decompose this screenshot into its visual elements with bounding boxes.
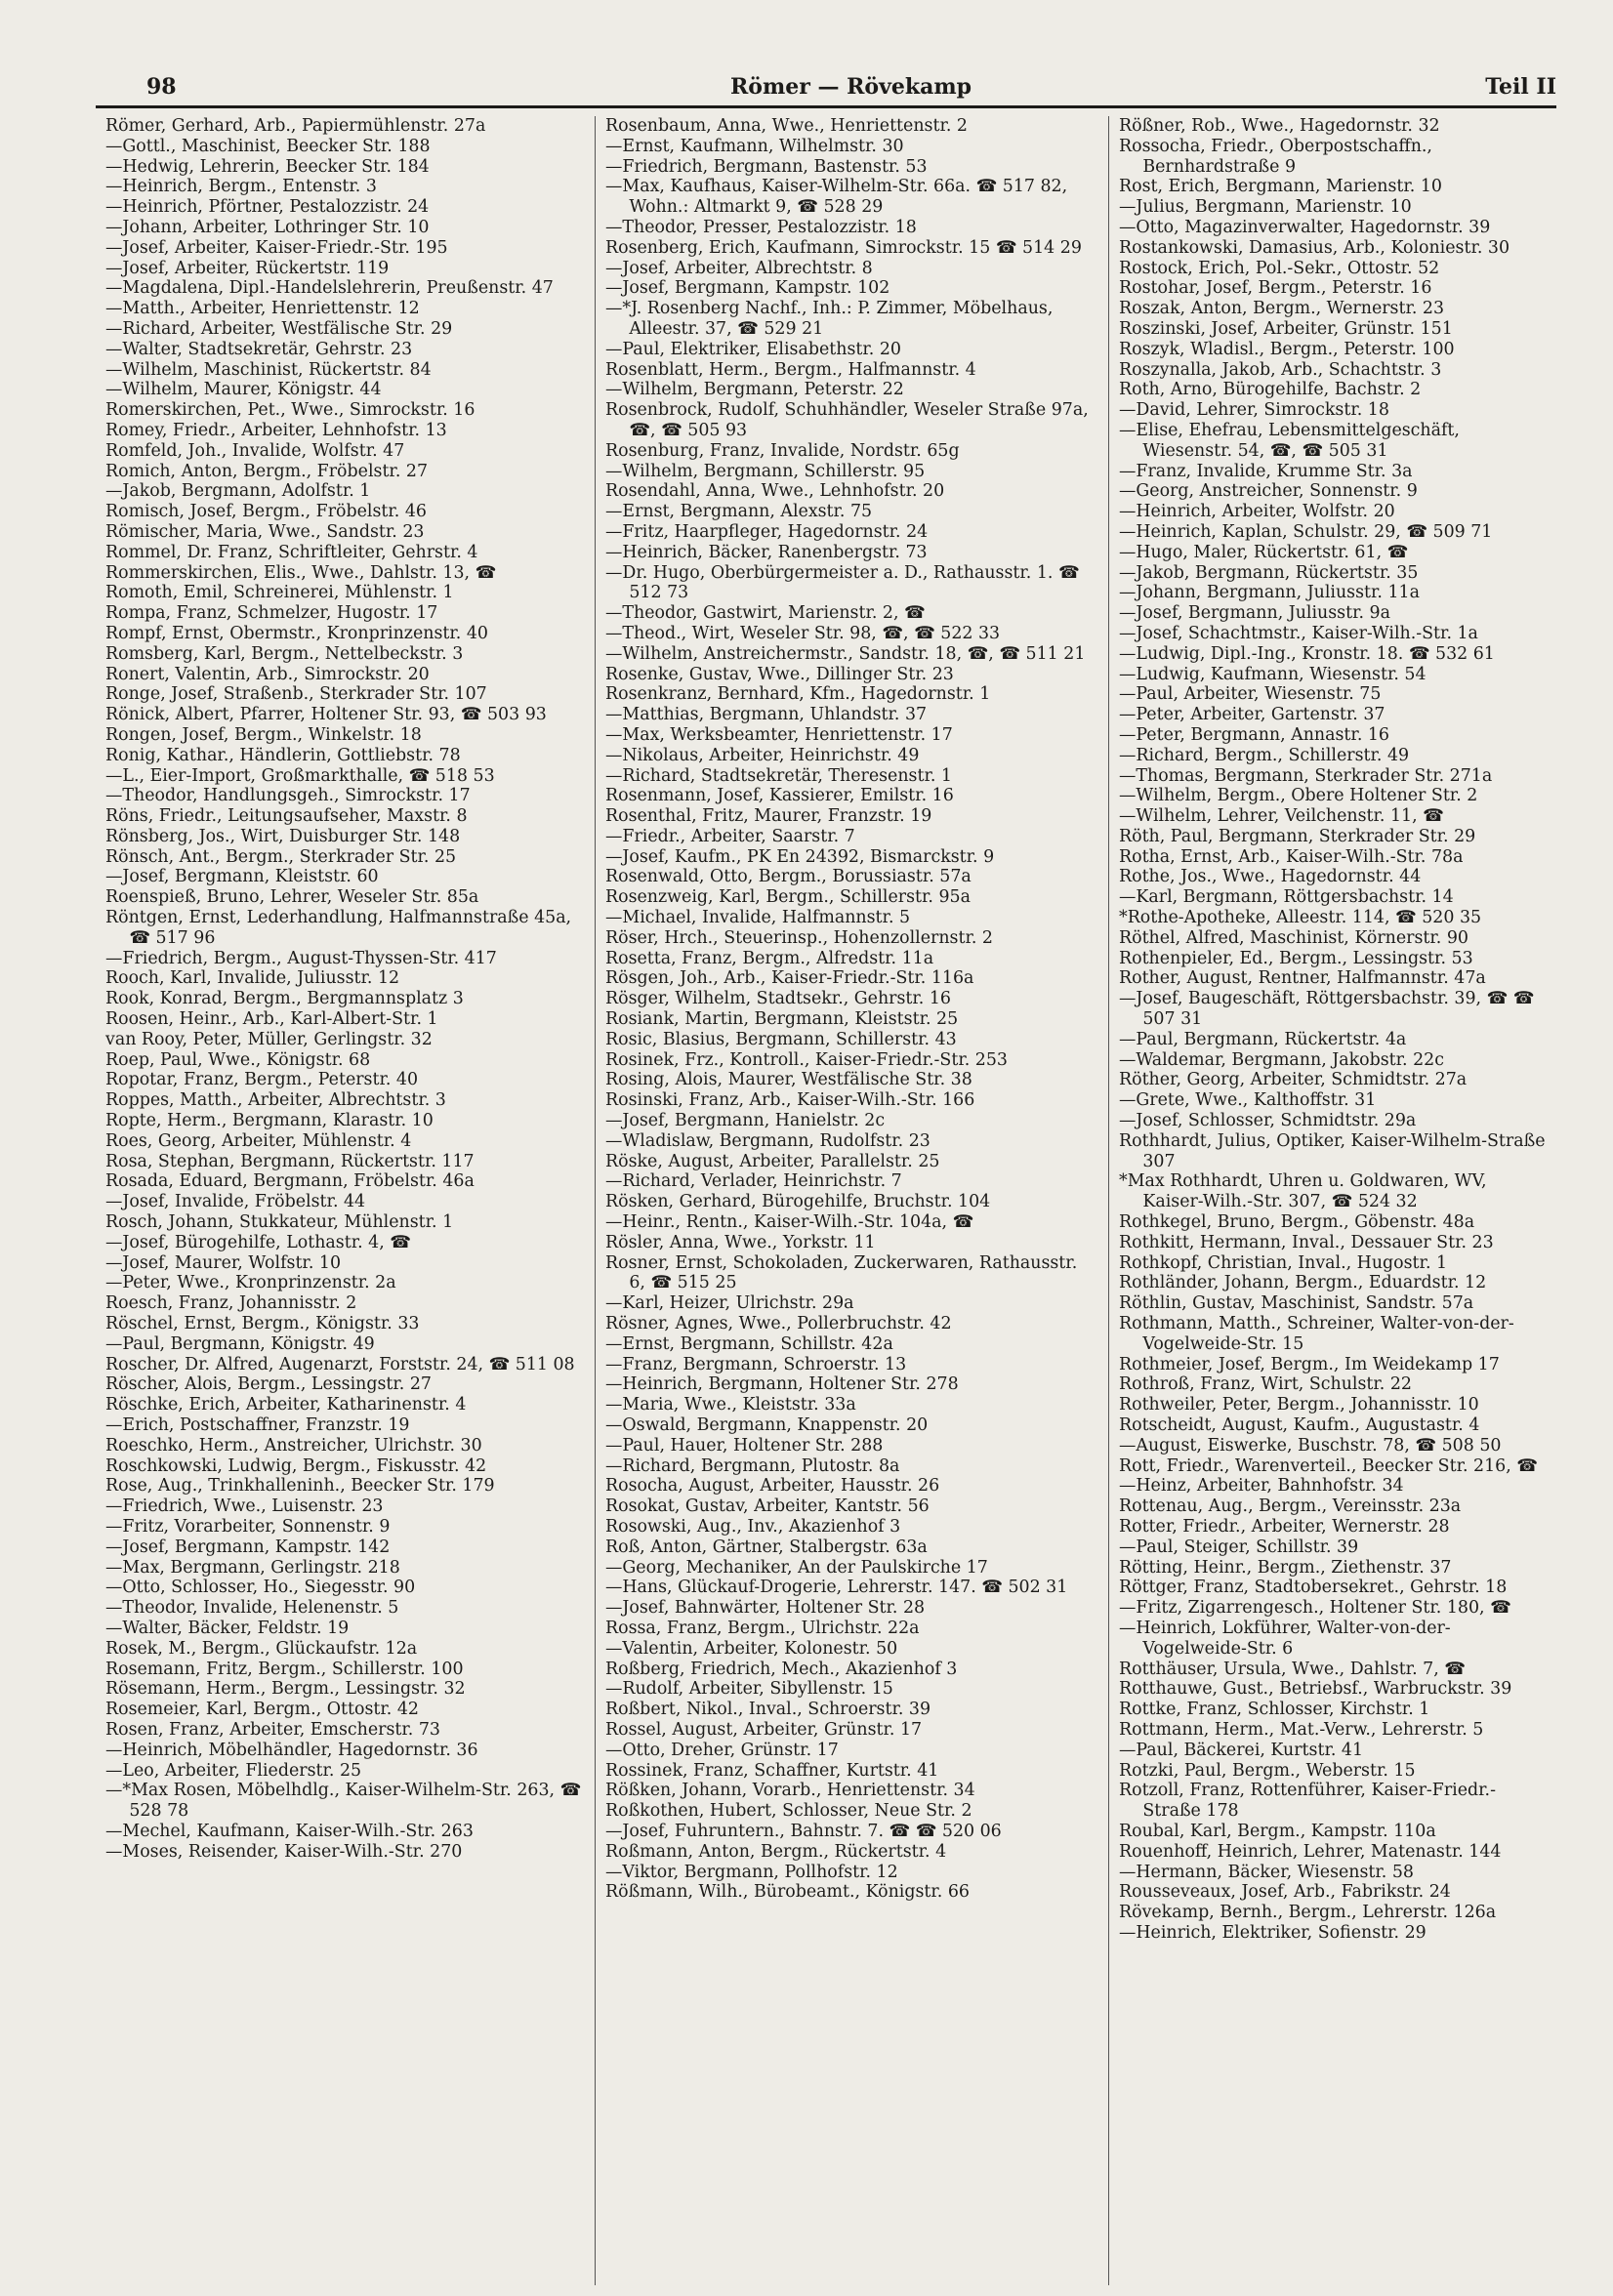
directory-entry: —Theodor, Handlungsgeh., Simrockstr. 17: [105, 786, 471, 806]
directory-entry: Rothenpieler, Ed., Bergm., Lessingstr. 53: [1119, 948, 1473, 968]
directory-entry: —Josef, Arbeiter, Kaiser-Friedr.-Str. 195: [105, 237, 448, 258]
part-label: Teil II: [1485, 74, 1556, 100]
directory-entry: —Ernst, Bergmann, Schillstr. 42a: [605, 1333, 893, 1354]
column-1: [96, 116, 596, 2285]
directory-entry: Rothkegel, Bruno, Bergm., Göbenstr. 48a: [1119, 1212, 1475, 1233]
directory-entry: —Fritz, Zigarrengesch., Holtener Str. 180, ☎: [1119, 1598, 1511, 1619]
directory-entry: Rottenau, Aug., Bergm., Vereinsstr. 23a: [1119, 1496, 1462, 1517]
directory-entry: Rott, Friedr., Warenverteil., Beecker Str. 216, ☎: [1119, 1456, 1538, 1476]
directory-entry: Rösger, Wilhelm, Stadtsekr., Gehrstr. 16: [605, 989, 951, 1009]
directory-entry: —Heinr., Rentn., Kaiser-Wilh.-Str. 104a, ☎: [605, 1212, 974, 1233]
directory-entry: Rothroß, Franz, Wirt, Schulstr. 22: [1119, 1374, 1412, 1395]
directory-entry: —Johann, Bergmann, Juliusstr. 11a: [1119, 583, 1420, 603]
directory-entry: Rommerskirchen, Elis., Wwe., Dahlstr. 13, ☎: [105, 562, 497, 583]
directory-entry: —L., Eier-Import, Großmarkthalle, ☎ 518 53: [105, 765, 495, 786]
directory-entry: Rösgen, Joh., Arb., Kaiser-Friedr.-Str. 116a: [605, 968, 974, 989]
directory-entry: Rottke, Franz, Schlosser, Kirchstr. 1: [1119, 1700, 1430, 1720]
directory-entry: Rosemeier, Karl, Bergm., Ottostr. 42: [105, 1700, 419, 1720]
directory-entry: Romisch, Josef, Bergm., Fröbelstr. 46: [105, 502, 427, 522]
directory-entry: Rotzoll, Franz, Rottenführer, Kaiser-Friedr.-Straße 178: [1119, 1781, 1496, 1822]
directory-entry: —Josef, Fuhruntern., Bahnstr. 7. ☎ ☎ 520 06: [605, 1821, 1002, 1841]
directory-entry: —Max, Werksbeamter, Henriettenstr. 17: [605, 724, 953, 745]
directory-entry: Rößner, Rob., Wwe., Hagedornstr. 32: [1119, 116, 1440, 136]
directory-entry: —Jakob, Bergmann, Rückertstr. 35: [1119, 562, 1419, 583]
directory-entry: Romfeld, Joh., Invalide, Wolfstr. 47: [105, 440, 405, 461]
directory-entry: Rötting, Heinr., Bergm., Ziethenstr. 37: [1119, 1557, 1452, 1578]
directory-entry: Rosenburg, Franz, Invalide, Nordstr. 65g: [605, 440, 960, 461]
directory-entry: —Richard, Bergm., Schillerstr. 49: [1119, 745, 1410, 765]
running-title: Römer — Rövekamp: [730, 74, 972, 100]
directory-entry: —Franz, Invalide, Krumme Str. 3a: [1119, 461, 1413, 481]
directory-entry: Röschke, Erich, Arbeiter, Katharinenstr. 4: [105, 1395, 467, 1415]
directory-entry: —Josef, Baugeschäft, Röttgersbachstr. 39, ☎ ☎ 507 31: [1119, 989, 1535, 1030]
directory-entry: —August, Eiswerke, Buschstr. 78, ☎ 508 50: [1119, 1435, 1502, 1456]
directory-entry: —Paul, Elektriker, Elisabethstr. 20: [605, 339, 901, 359]
directory-entry: Rotha, Ernst, Arb., Kaiser-Wilh.-Str. 78a: [1119, 846, 1464, 867]
directory-entry: —Ernst, Kaufmann, Wilhelmstr. 30: [605, 136, 904, 156]
directory-entry: —David, Lehrer, Simrockstr. 18: [1119, 400, 1389, 421]
directory-entry: Rösler, Anna, Wwe., Yorkstr. 11: [605, 1232, 876, 1252]
directory-columns: [96, 116, 1556, 2285]
directory-entry: —Heinrich, Möbelhändler, Hagedornstr. 36: [105, 1740, 478, 1760]
directory-entry: —Thomas, Bergmann, Sterkrader Str. 271a: [1119, 765, 1493, 786]
directory-entry: —Ludwig, Kaufmann, Wiesenstr. 54: [1119, 664, 1427, 684]
directory-entry: Röske, August, Arbeiter, Parallelstr. 25: [605, 1151, 940, 1171]
directory-entry: Ronge, Josef, Straßenb., Sterkrader Str. 107: [105, 684, 487, 705]
directory-entry: *Rothe-Apotheke, Alleestr. 114, ☎ 520 35: [1119, 908, 1482, 928]
directory-entry: Roth, Arno, Bürogehilfe, Bachstr. 2: [1119, 380, 1422, 400]
directory-entry: —Maria, Wwe., Kleiststr. 33a: [605, 1395, 856, 1415]
directory-entry: Röns, Friedr., Leitungsaufseher, Maxstr. 8: [105, 806, 468, 827]
directory-entry: Roschkowski, Ludwig, Bergm., Fiskusstr. 42: [105, 1456, 487, 1476]
directory-entry: —Moses, Reisender, Kaiser-Wilh.-Str. 270: [105, 1841, 463, 1862]
directory-entry: —Mechel, Kaufmann, Kaiser-Wilh.-Str. 263: [105, 1821, 474, 1841]
directory-entry: Rothländer, Johann, Bergm., Eduardstr. 12: [1119, 1273, 1487, 1293]
directory-entry: —Friedrich, Wwe., Luisenstr. 23: [105, 1496, 384, 1517]
directory-entry: —Max, Kaufhaus, Kaiser-Wilhelm-Str. 66a. ☎ 517 82, Wohn.: Altmarkt 9, ☎ 528 29: [605, 177, 1068, 218]
directory-entry: Rosada, Eduard, Bergmann, Fröbelstr. 46a: [105, 1171, 475, 1192]
directory-entry: Rosetta, Franz, Bergm., Alfredstr. 11a: [605, 948, 934, 968]
directory-entry: —Hugo, Maler, Rückertstr. 61, ☎: [1119, 542, 1409, 562]
directory-entry: —Richard, Verlader, Heinrichstr. 7: [605, 1171, 902, 1192]
directory-entry: Rosenthal, Fritz, Maurer, Franzstr. 19: [605, 806, 932, 827]
directory-entry: Roubal, Karl, Bergm., Kampstr. 110a: [1119, 1821, 1436, 1841]
directory-entry: Rossel, August, Arbeiter, Grünstr. 17: [605, 1719, 923, 1740]
directory-entry: —Matthias, Bergmann, Uhlandstr. 37: [605, 705, 928, 725]
directory-entry: Rost, Erich, Bergmann, Marienstr. 10: [1119, 177, 1442, 197]
directory-entry: —Hermann, Bäcker, Wiesenstr. 58: [1119, 1862, 1414, 1882]
directory-entry: —Wladislaw, Bergmann, Rudolfstr. 23: [605, 1130, 931, 1151]
directory-entry: Röther, Georg, Arbeiter, Schmidtstr. 27a: [1119, 1070, 1468, 1090]
directory-entry: —Heinrich, Kaplan, Schulstr. 29, ☎ 509 71: [1119, 521, 1493, 542]
directory-entry: —Josef, Kaufm., PK En 24392, Bismarckstr. 9: [605, 846, 995, 867]
directory-entry: *Max Rothhardt, Uhren u. Goldwaren, WV, Kaiser-Wilh.-Str. 307, ☎ 524 32: [1119, 1171, 1487, 1212]
directory-entry: —Josef, Bergmann, Kleiststr. 60: [105, 867, 379, 887]
directory-entry: —Theodor, Gastwirt, Marienstr. 2, ☎: [605, 603, 926, 624]
directory-entry: —Heinrich, Lokführer, Walter-von-der-Vogelweide-Str. 6: [1119, 1618, 1451, 1659]
directory-entry: Rothweiler, Peter, Bergm., Johannisstr. 10: [1119, 1395, 1479, 1415]
directory-entry: —Wilhelm, Anstreichermstr., Sandstr. 18, ☎, ☎ 511 21: [605, 643, 1086, 664]
directory-entry: Rothmeier, Josef, Bergm., Im Weidekamp 17: [1119, 1354, 1500, 1374]
directory-entry: Rosocha, August, Arbeiter, Hausstr. 26: [605, 1476, 940, 1496]
directory-entry: Rosemann, Fritz, Bergm., Schillerstr. 100: [105, 1659, 464, 1679]
directory-entry: —Otto, Dreher, Grünstr. 17: [605, 1740, 839, 1760]
directory-entry: Rompf, Ernst, Obermstr., Kronprinzenstr. 40: [105, 623, 488, 643]
directory-entry: —Josef, Bergmann, Kampstr. 102: [605, 278, 890, 299]
directory-entry: —Friedrich, Bergm., August-Thyssen-Str. 417: [105, 948, 497, 968]
directory-entry: —Josef, Bürogehilfe, Lothastr. 4, ☎: [105, 1232, 411, 1252]
directory-entry: —Heinz, Arbeiter, Bahnhofstr. 34: [1119, 1476, 1404, 1496]
directory-entry: —Wilhelm, Lehrer, Veilchenstr. 11, ☎: [1119, 806, 1444, 827]
directory-entry: Rothhardt, Julius, Optiker, Kaiser-Wilhelm-Straße 307: [1119, 1130, 1546, 1171]
directory-entry: Roes, Georg, Arbeiter, Mühlenstr. 4: [105, 1130, 412, 1151]
directory-entry: Ronig, Kathar., Händlerin, Gottliebstr. 78: [105, 745, 461, 765]
directory-entry: Roß, Anton, Gärtner, Stalbergstr. 63a: [605, 1537, 928, 1557]
directory-entry: Rothkopf, Christian, Inval., Hugostr. 1: [1119, 1252, 1448, 1273]
directory-entry: Rosenkranz, Bernhard, Kfm., Hagedornstr. 1: [605, 684, 991, 705]
header-rule: [96, 105, 1556, 108]
directory-entry: —Josef, Bergmann, Hanielstr. 2c: [605, 1111, 886, 1131]
directory-entry: Rooch, Karl, Invalide, Juliusstr. 12: [105, 968, 400, 989]
directory-entry: Rönsch, Ant., Bergm., Sterkrader Str. 25: [105, 846, 457, 867]
directory-entry: Römischer, Maria, Wwe., Sandstr. 23: [105, 521, 425, 542]
directory-entry: Rose, Aug., Trinkhalleninh., Beecker Str. 179: [105, 1476, 495, 1496]
directory-entry: —Walter, Stadtsekretär, Gehrstr. 23: [105, 339, 413, 359]
directory-entry: Rotscheidt, August, Kaufm., Augustastr. 4: [1119, 1415, 1480, 1435]
directory-entry: Roeschko, Herm., Anstreicher, Ulrichstr. 30: [105, 1435, 482, 1456]
directory-entry: Röscher, Alois, Bergm., Lessingstr. 27: [105, 1374, 432, 1395]
directory-entry: Rosinek, Frz., Kontroll., Kaiser-Friedr.-Str. 253: [605, 1049, 1008, 1070]
directory-entry: Rosowski, Aug., Inv., Akazienhof 3: [605, 1516, 901, 1537]
directory-entry: Rosner, Ernst, Schokoladen, Zuckerwaren, Rathausstr. 6, ☎ 515 25: [605, 1252, 1078, 1293]
directory-entry: Roenspieß, Bruno, Lehrer, Weseler Str. 85a: [105, 887, 479, 908]
directory-entry: —Wilhelm, Bergmann, Schillerstr. 95: [605, 461, 926, 481]
directory-entry: Rosch, Johann, Stukkateur, Mühlenstr. 1: [105, 1212, 454, 1233]
directory-entry: Rösner, Agnes, Wwe., Pollerbruchstr. 42: [605, 1314, 952, 1334]
directory-entry: Röthel, Alfred, Maschinist, Körnerstr. 90: [1119, 927, 1468, 948]
directory-entry: —Leo, Arbeiter, Fliederstr. 25: [105, 1760, 362, 1781]
directory-entry: —Fritz, Vorarbeiter, Sonnenstr. 9: [105, 1516, 391, 1537]
directory-entry: —Georg, Mechaniker, An der Paulskirche 17: [605, 1557, 988, 1578]
directory-entry: —Franz, Bergmann, Schroerstr. 13: [605, 1354, 907, 1374]
directory-entry: —Valentin, Arbeiter, Kolonestr. 50: [605, 1638, 898, 1659]
directory-entry: —Otto, Schlosser, Ho., Siegesstr. 90: [105, 1578, 416, 1598]
directory-entry: Rosek, M., Bergm., Glückaufstr. 12a: [105, 1638, 418, 1659]
directory-entry: Roßmann, Anton, Bergm., Rückertstr. 4: [605, 1841, 947, 1862]
directory-entry: —Viktor, Bergmann, Pollhofstr. 12: [605, 1862, 898, 1882]
directory-entry: —Theod., Wirt, Weseler Str. 98, ☎, ☎ 522 33: [605, 623, 1001, 643]
directory-entry: Rönick, Albert, Pfarrer, Holtener Str. 93, ☎ 503 93: [105, 705, 547, 725]
directory-entry: Rossinek, Franz, Schaffner, Kurtstr. 41: [605, 1760, 939, 1781]
directory-entry: —Paul, Bergmann, Königstr. 49: [105, 1333, 375, 1354]
directory-entry: Röthlin, Gustav, Maschinist, Sandstr. 57a: [1119, 1293, 1474, 1314]
directory-entry: Rövekamp, Bernh., Bergm., Lehrerstr. 126a: [1119, 1903, 1497, 1923]
directory-entry: —Matth., Arbeiter, Henriettenstr. 12: [105, 299, 420, 319]
directory-entry: —Wilhelm, Maurer, Königstr. 44: [105, 380, 382, 400]
directory-entry: —Michael, Invalide, Halfmannstr. 5: [605, 908, 911, 928]
directory-entry: Rotthauwe, Gust., Betriebsf., Warbruckstr. 39: [1119, 1679, 1512, 1700]
directory-entry: Romerskirchen, Pet., Wwe., Simrockstr. 16: [105, 400, 476, 421]
directory-entry: Rosinski, Franz, Arb., Kaiser-Wilh.-Str. 166: [605, 1090, 975, 1111]
directory-entry: —Julius, Bergmann, Marienstr. 10: [1119, 197, 1412, 218]
directory-entry: —Josef, Schlosser, Schmidtstr. 29a: [1119, 1111, 1417, 1131]
directory-entry: —Josef, Arbeiter, Rückertstr. 119: [105, 258, 390, 278]
directory-entry: Rosokat, Gustav, Arbeiter, Kantstr. 56: [605, 1496, 930, 1517]
directory-entry: —Theodor, Presser, Pestalozzistr. 18: [605, 217, 917, 237]
directory-entry: Rosenwald, Otto, Bergm., Borussiastr. 57a: [605, 867, 972, 887]
directory-entry: —Josef, Arbeiter, Albrechtstr. 8: [605, 258, 873, 278]
directory-entry: Rompa, Franz, Schmelzer, Hugostr. 17: [105, 603, 438, 624]
directory-entry: Romsberg, Karl, Bergm., Nettelbeckstr. 3: [105, 643, 464, 664]
directory-entry: Rottmann, Herm., Mat.-Verw., Lehrerstr. 5: [1119, 1719, 1484, 1740]
directory-entry: Rousseveaux, Josef, Arb., Fabrikstr. 24: [1119, 1882, 1451, 1903]
directory-entry: —Wilhelm, Maschinist, Rückertstr. 84: [105, 359, 432, 380]
directory-entry: Röser, Hrch., Steuerinsp., Hohenzollernstr. 2: [605, 927, 993, 948]
directory-entry: —Heinrich, Arbeiter, Wolfstr. 20: [1119, 502, 1395, 522]
directory-entry: Ronert, Valentin, Arb., Simrockstr. 20: [105, 664, 430, 684]
directory-entry: Rosenzweig, Karl, Bergm., Schillerstr. 95a: [605, 887, 971, 908]
directory-entry: Rosendahl, Anna, Wwe., Lehnhofstr. 20: [605, 481, 945, 502]
directory-entry: Röth, Paul, Bergmann, Sterkrader Str. 29: [1119, 826, 1476, 846]
directory-entry: Rosenke, Gustav, Wwe., Dillinger Str. 23: [605, 664, 954, 684]
page-number: 98: [146, 74, 177, 100]
directory-entry: Rosa, Stephan, Bergmann, Rückertstr. 117: [105, 1151, 475, 1171]
page-header: [96, 70, 1556, 105]
directory-entry: —Hedwig, Lehrerin, Beecker Str. 184: [105, 156, 430, 177]
directory-entry: —Karl, Bergmann, Röttgersbachstr. 14: [1119, 887, 1454, 908]
directory-entry: Rother, August, Rentner, Halfmannstr. 47a: [1119, 968, 1486, 989]
directory-entry: Rosen, Franz, Arbeiter, Emscherstr. 73: [105, 1719, 440, 1740]
directory-entry: —Waldemar, Bergmann, Jakobstr. 22c: [1119, 1049, 1444, 1070]
directory-entry: van Rooy, Peter, Müller, Gerlingstr. 32: [105, 1029, 433, 1049]
directory-entry: —Peter, Wwe., Kronprinzenstr. 2a: [105, 1273, 396, 1293]
directory-entry: —Paul, Steiger, Schillstr. 39: [1119, 1537, 1359, 1557]
directory-entry: —Paul, Bergmann, Rückertstr. 4a: [1119, 1029, 1407, 1049]
directory-entry: —Dr. Hugo, Oberbürgermeister a. D., Rathausstr. 1. ☎ 512 73: [605, 562, 1080, 603]
directory-entry: —Josef, Schachtmstr., Kaiser-Wilh.-Str. 1a: [1119, 623, 1478, 643]
column-2: [596, 116, 1109, 2285]
directory-entry: —Wilhelm, Bergm., Obere Holtener Str. 2: [1119, 786, 1478, 806]
directory-entry: —Ludwig, Dipl.-Ing., Kronstr. 18. ☎ 532 61: [1119, 643, 1495, 664]
directory-entry: —Ernst, Bergmann, Alexstr. 75: [605, 502, 873, 522]
directory-entry: Roosen, Heinr., Arb., Karl-Albert-Str. 1: [105, 1009, 438, 1030]
directory-entry: Rook, Konrad, Bergm., Bergmannsplatz 3: [105, 989, 464, 1009]
directory-entry: Rosenmann, Josef, Kassierer, Emilstr. 16: [605, 786, 954, 806]
directory-entry: —Oswald, Bergmann, Knappenstr. 20: [605, 1415, 929, 1435]
directory-entry: —Jakob, Bergmann, Adolfstr. 1: [105, 481, 371, 502]
directory-entry: Rossa, Franz, Bergm., Ulrichstr. 22a: [605, 1618, 920, 1638]
directory-entry: —Erich, Postschaffner, Franzstr. 19: [105, 1415, 410, 1435]
directory-entry: Rothkitt, Hermann, Inval., Dessauer Str. 23: [1119, 1232, 1494, 1252]
directory-entry: Rotthäuser, Ursula, Wwe., Dahlstr. 7, ☎: [1119, 1659, 1466, 1679]
directory-entry: Rotzki, Paul, Bergm., Weberstr. 15: [1119, 1760, 1416, 1781]
directory-entry: Roßkothen, Hubert, Schlosser, Neue Str. 2: [605, 1801, 972, 1822]
directory-entry: Rommel, Dr. Franz, Schriftleiter, Gehrstr. 4: [105, 542, 478, 562]
directory-entry: —Richard, Arbeiter, Westfälische Str. 29: [105, 318, 453, 339]
directory-entry: —Richard, Stadtsekretär, Theresenstr. 1: [605, 765, 952, 786]
directory-entry: Roszinski, Josef, Arbeiter, Grünstr. 151: [1119, 318, 1453, 339]
directory-entry: —Gottl., Maschinist, Beecker Str. 188: [105, 136, 431, 156]
directory-entry: —Paul, Hauer, Holtener Str. 288: [605, 1435, 884, 1456]
directory-entry: —Josef, Invalide, Fröbelstr. 44: [105, 1192, 366, 1212]
directory-entry: —Magdalena, Dipl.-Handelslehrerin, Preußenstr. 47: [105, 278, 554, 299]
directory-entry: Rothe, Jos., Wwe., Hagedornstr. 44: [1119, 867, 1422, 887]
directory-entry: Ropotar, Franz, Bergm., Peterstr. 40: [105, 1070, 419, 1090]
directory-entry: Roppes, Matth., Arbeiter, Albrechtstr. 3: [105, 1090, 446, 1111]
directory-entry: Roscher, Dr. Alfred, Augenarzt, Forststr. 24, ☎ 511 08: [105, 1354, 575, 1374]
directory-entry: Rosic, Blasius, Bergmann, Schillerstr. 43: [605, 1029, 957, 1049]
column-3: [1109, 116, 1556, 2285]
directory-entry: —Nikolaus, Arbeiter, Heinrichstr. 49: [605, 745, 920, 765]
directory-entry: —Josef, Bergmann, Juliusstr. 9a: [1119, 603, 1390, 624]
directory-entry: Röttger, Franz, Stadtobersekret., Gehrstr. 18: [1119, 1578, 1508, 1598]
directory-entry: —Karl, Heizer, Ulrichstr. 29a: [605, 1293, 854, 1314]
directory-entry: —Heinrich, Bergm., Entenstr. 3: [105, 177, 377, 197]
directory-entry: Rößken, Johann, Vorarb., Henriettenstr. 34: [605, 1781, 975, 1801]
directory-entry: —Hans, Glückauf-Drogerie, Lehrerstr. 147. ☎ 502 31: [605, 1578, 1068, 1598]
directory-entry: Rongen, Josef, Bergm., Winkelstr. 18: [105, 724, 422, 745]
directory-entry: —*J. Rosenberg Nachf., Inh.: P. Zimmer, Möbelhaus, Alleestr. 37, ☎ 529 21: [605, 299, 1054, 339]
directory-entry: —Max, Bergmann, Gerlingstr. 218: [105, 1557, 400, 1578]
directory-entry: —*Max Rosen, Möbelhdlg., Kaiser-Wilhelm-Str. 263, ☎ 528 78: [105, 1781, 582, 1822]
directory-entry: Rotter, Friedr., Arbeiter, Wernerstr. 28: [1119, 1516, 1450, 1537]
directory-entry: —Paul, Bäckerei, Kurtstr. 41: [1119, 1740, 1364, 1760]
directory-entry: Röntgen, Ernst, Lederhandlung, Halfmannstraße 45a, ☎ 517 96: [105, 908, 572, 948]
directory-entry: —Otto, Magazinverwalter, Hagedornstr. 39: [1119, 217, 1491, 237]
directory-entry: —Richard, Bergmann, Plutostr. 8a: [605, 1456, 900, 1476]
directory-entry: —Josef, Bahnwärter, Holtener Str. 28: [605, 1598, 926, 1619]
directory-entry: Rösken, Gerhard, Bürogehilfe, Bruchstr. 104: [605, 1192, 991, 1212]
directory-entry: Rosiank, Martin, Bergmann, Kleiststr. 25: [605, 1009, 959, 1030]
directory-entry: Rönsberg, Jos., Wirt, Duisburger Str. 148: [105, 826, 461, 846]
directory-entry: Rosenbaum, Anna, Wwe., Henriettenstr. 2: [605, 116, 968, 136]
directory-entry: —Wilhelm, Bergmann, Peterstr. 22: [605, 380, 904, 400]
directory-entry: —Josef, Bergmann, Kampstr. 142: [105, 1537, 391, 1557]
directory-entry: —Heinrich, Pförtner, Pestalozzistr. 24: [105, 197, 430, 218]
directory-entry: Rothmann, Matth., Schreiner, Walter-von-der-Vogelweide-Str. 15: [1119, 1314, 1514, 1354]
directory-entry: Rosenblatt, Herm., Bergm., Halfmannstr. 4: [605, 359, 976, 380]
directory-entry: Romich, Anton, Bergm., Fröbelstr. 27: [105, 461, 429, 481]
directory-entry: Rosing, Alois, Maurer, Westfälische Str. 38: [605, 1070, 972, 1090]
directory-entry: —Heinrich, Bergmann, Holtener Str. 278: [605, 1374, 959, 1395]
directory-entry: Romoth, Emil, Schreinerei, Mühlenstr. 1: [105, 583, 454, 603]
directory-entry: Romey, Friedr., Arbeiter, Lehnhofstr. 13: [105, 420, 447, 440]
directory-entry: —Heinrich, Bäcker, Ranenbergstr. 73: [605, 542, 928, 562]
directory-entry: —Johann, Arbeiter, Lothringer Str. 10: [105, 217, 430, 237]
directory-entry: —Fritz, Haarpfleger, Hagedornstr. 24: [605, 521, 929, 542]
directory-entry: —Theodor, Invalide, Helenenstr. 5: [105, 1598, 399, 1619]
directory-entry: —Friedrich, Bergmann, Bastenstr. 53: [605, 156, 928, 177]
directory-entry: Roszak, Anton, Bergm., Wernerstr. 23: [1119, 299, 1445, 319]
directory-entry: Roep, Paul, Wwe., Königstr. 68: [105, 1049, 371, 1070]
directory-entry: —Peter, Arbeiter, Gartenstr. 37: [1119, 705, 1386, 725]
directory-entry: Rosenbrock, Rudolf, Schuhhändler, Weseler Straße 97a, ☎, ☎ 505 93: [605, 400, 1089, 440]
directory-entry: Ropte, Herm., Bergmann, Klarastr. 10: [105, 1111, 434, 1131]
directory-entry: —Walter, Bäcker, Feldstr. 19: [105, 1618, 350, 1638]
directory-entry: Röschel, Ernst, Bergm., Königstr. 33: [105, 1314, 420, 1334]
directory-entry: Roszyk, Wladisl., Bergm., Peterstr. 100: [1119, 339, 1455, 359]
directory-entry: —Heinrich, Elektriker, Sofienstr. 29: [1119, 1922, 1427, 1943]
directory-entry: Rostankowski, Damasius, Arb., Koloniestr. 30: [1119, 237, 1510, 258]
directory-entry: Rouenhoff, Heinrich, Lehrer, Matenastr. 144: [1119, 1841, 1502, 1862]
directory-entry: —Josef, Maurer, Wolfstr. 10: [105, 1252, 342, 1273]
directory-entry: Rosenberg, Erich, Kaufmann, Simrockstr. 15 ☎ 514 29: [605, 237, 1082, 258]
directory-entry: —Georg, Anstreicher, Sonnenstr. 9: [1119, 481, 1418, 502]
directory-entry: Rösemann, Herm., Bergm., Lessingstr. 32: [105, 1679, 466, 1700]
directory-entry: Römer, Gerhard, Arb., Papiermühlenstr. 27a: [105, 116, 486, 136]
directory-entry: Roesch, Franz, Johannisstr. 2: [105, 1293, 357, 1314]
directory-entry: Rößmann, Wilh., Bürobeamt., Königstr. 66: [605, 1882, 970, 1903]
directory-entry: Roßberg, Friedrich, Mech., Akazienhof 3: [605, 1659, 958, 1679]
directory-entry: —Peter, Bergmann, Annastr. 16: [1119, 724, 1389, 745]
directory-entry: Roszynalla, Jakob, Arb., Schachtstr. 3: [1119, 359, 1442, 380]
directory-entry: Rostock, Erich, Pol.-Sekr., Ottostr. 52: [1119, 258, 1440, 278]
directory-entry: —Friedr., Arbeiter, Saarstr. 7: [605, 826, 855, 846]
directory-entry: —Elise, Ehefrau, Lebensmittelgeschäft, Wiesenstr. 54, ☎, ☎ 505 31: [1119, 420, 1460, 461]
directory-entry: —Rudolf, Arbeiter, Sibyllenstr. 15: [605, 1679, 893, 1700]
directory-entry: Roßbert, Nikol., Inval., Schroerstr. 39: [605, 1700, 931, 1720]
directory-entry: Rostohar, Josef, Bergm., Peterstr. 16: [1119, 278, 1432, 299]
directory-entry: —Paul, Arbeiter, Wiesenstr. 75: [1119, 684, 1382, 705]
directory-entry: Rossocha, Friedr., Oberpostschaffn., Bernhardstraße 9: [1119, 136, 1432, 177]
directory-entry: —Grete, Wwe., Kalthoffstr. 31: [1119, 1090, 1377, 1111]
